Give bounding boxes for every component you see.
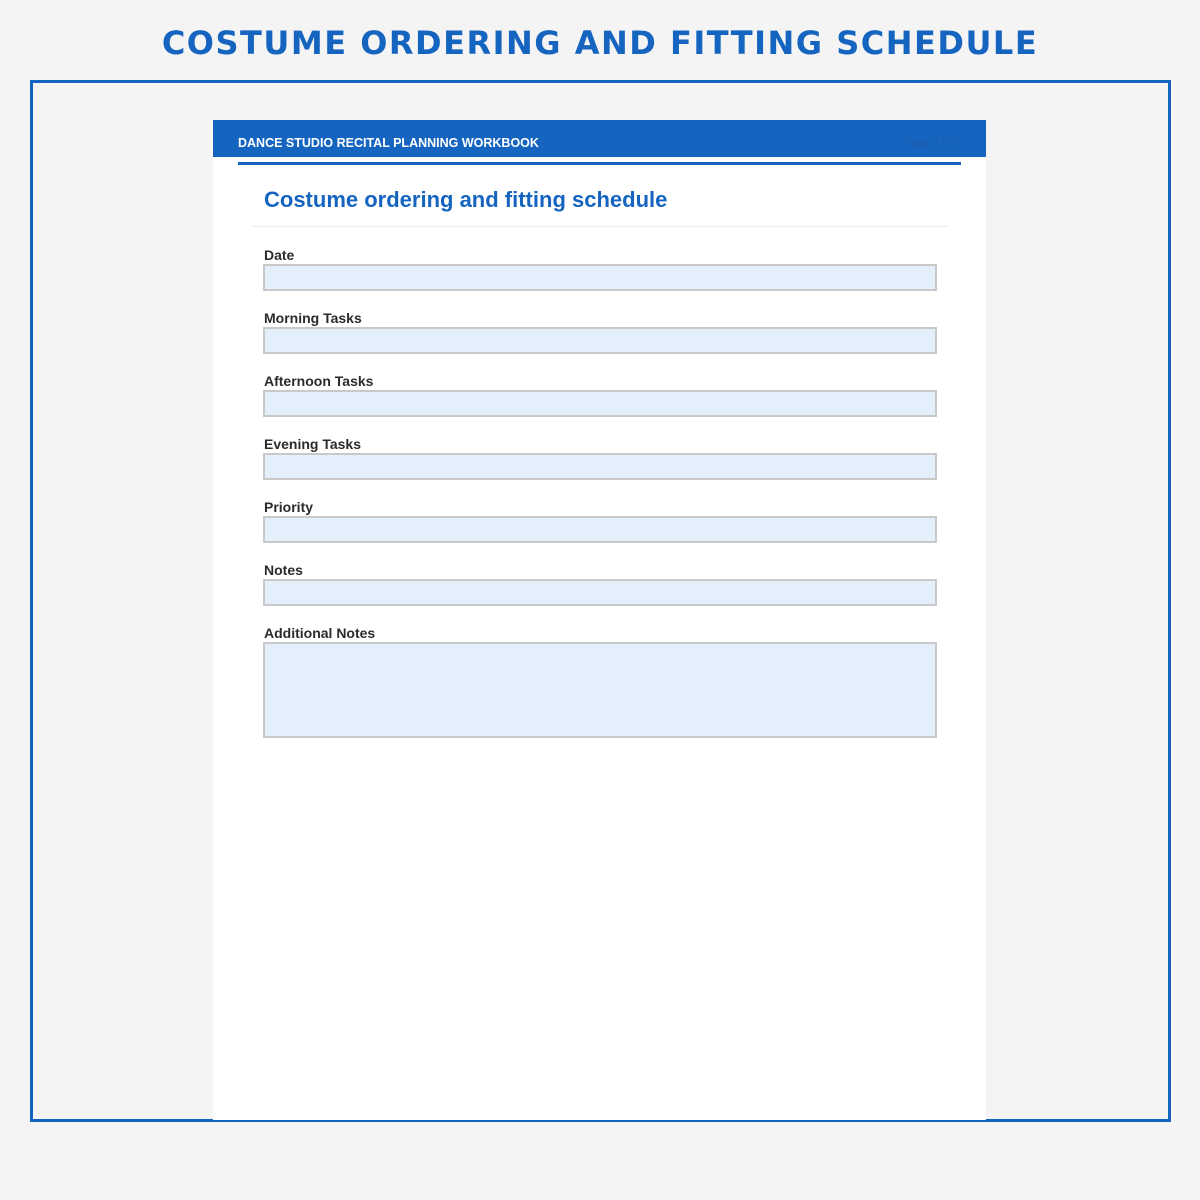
priority-input[interactable]	[263, 516, 937, 543]
additional-notes-label: Additional Notes	[264, 625, 376, 641]
header-divider	[238, 162, 961, 165]
page-header-bar	[213, 120, 986, 157]
afternoon-tasks-label: Afternoon Tasks	[264, 373, 374, 389]
workbook-title: DANCE STUDIO RECITAL PLANNING WORKBOOK	[238, 136, 539, 150]
workbook-page	[213, 120, 986, 1120]
section-title: Costume ordering and fitting schedule	[264, 187, 668, 212]
section-divider	[251, 226, 948, 227]
evening-tasks-input[interactable]	[263, 453, 937, 480]
morning-tasks-input[interactable]	[263, 327, 937, 354]
document-title: COSTUME ORDERING AND FITTING SCHEDULE	[161, 24, 1039, 62]
date-label: Date	[264, 247, 295, 263]
evening-tasks-label: Evening Tasks	[264, 436, 362, 452]
morning-tasks-label: Morning Tasks	[264, 310, 362, 326]
date-input[interactable]	[263, 264, 937, 291]
notes-input[interactable]	[263, 579, 937, 606]
afternoon-tasks-input[interactable]	[263, 390, 937, 417]
priority-label: Priority	[264, 499, 314, 515]
notes-label: Notes	[264, 562, 303, 578]
additional-notes-textarea[interactable]	[263, 642, 937, 738]
page-indicator: Page 2 of 6	[903, 137, 960, 149]
